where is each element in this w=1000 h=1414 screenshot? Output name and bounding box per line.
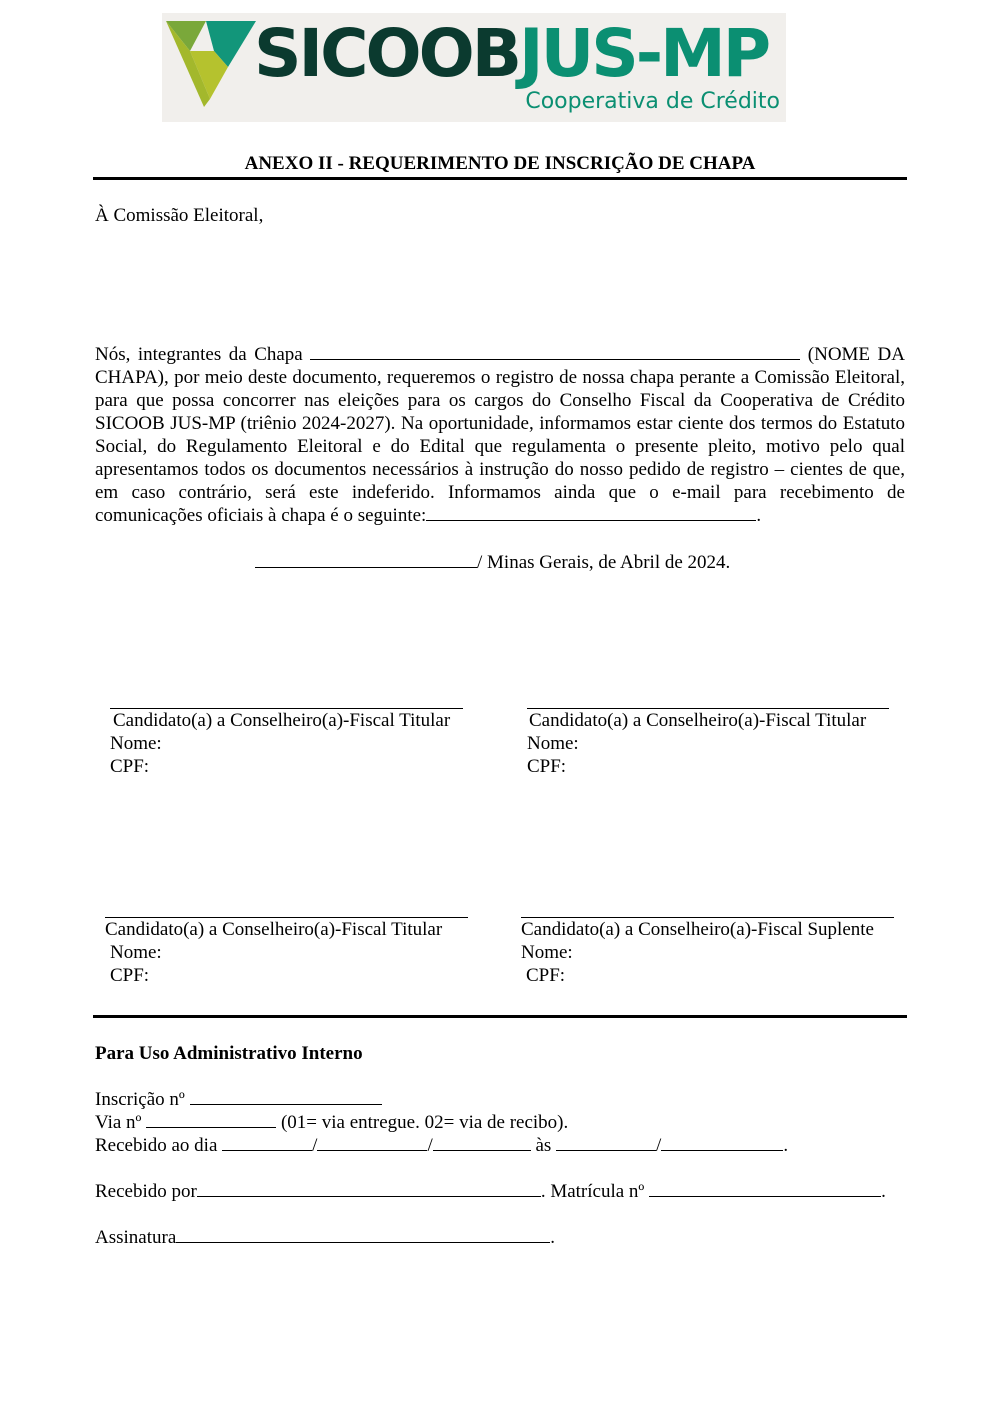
sicoob-logo-mark-icon: [166, 17, 256, 117]
divider: [93, 177, 907, 180]
year-field[interactable]: [433, 1134, 531, 1151]
matricula-field[interactable]: [649, 1180, 881, 1197]
candidate-signature-4: Candidato(a) a Conselheiro(a)-Fiscal Suplente Nome: CPF:: [521, 917, 911, 987]
assinatura-field[interactable]: [176, 1226, 550, 1243]
candidate-signature-1: Candidato(a) a Conselheiro(a)-Fiscal Titular Nome: CPF:: [110, 708, 490, 778]
sicoob-logo: [162, 13, 786, 122]
date-line: / Minas Gerais, de Abril de 2024.: [255, 551, 730, 574]
day-field[interactable]: [222, 1134, 312, 1151]
logo-wordmark: SICOOBJUS-MP: [254, 15, 769, 92]
chapa-name-field[interactable]: [310, 343, 800, 360]
month-field[interactable]: [317, 1134, 427, 1151]
salutation: À Comissão Eleitoral,: [95, 205, 264, 226]
city-field[interactable]: [255, 551, 477, 568]
logo-tagline: Cooperativa de Crédito: [525, 89, 780, 114]
via-field[interactable]: [146, 1111, 276, 1128]
divider: [93, 1015, 907, 1018]
request-paragraph: Nós, integrantes da Chapa (NOME DA CHAPA), por meio deste documento, requeremos o registro de nossa chapa perante a Comissão Eleitoral, para que possa concorrer nas eleições para os cargos do Conselho Fiscal da Cooperativa de Crédito SICOOB JUS-MP (triênio 2024-2027). Na oportunidade, informamos estar ciente dos termos do Estatuto Social, do Regulamento Eleitoral e do Edital que regulamenta o presente pleito, motivo pelo qual apresentamos todos os documentos necessários à instrução do nosso pedido de registro – cientes de que, em caso contrário, será este indeferido. Informamos ainda que o e-mail para recebimento de comunicações oficiais à chapa é o seguinte: .: [95, 344, 905, 526]
inscricao-field[interactable]: [190, 1088, 382, 1105]
minute-field[interactable]: [661, 1134, 783, 1151]
candidate-signature-2: Candidato(a) a Conselheiro(a)-Fiscal Titular Nome: CPF:: [527, 708, 907, 778]
admin-heading: Para Uso Administrativo Interno: [95, 1043, 363, 1064]
email-field[interactable]: [426, 504, 756, 521]
hour-field[interactable]: [556, 1134, 656, 1151]
admin-section: Inscrição nº Via nº (01= via entregue. 02= via de recibo). Recebido ao dia / / às / . Recebido por . Matrícula nº . Assinatura .: [95, 1089, 886, 1248]
recebido-por-field[interactable]: [197, 1180, 541, 1197]
page-title: ANEXO II - REQUERIMENTO DE INSCRIÇÃO DE CHAPA: [244, 153, 756, 174]
candidate-signature-3: Candidato(a) a Conselheiro(a)-Fiscal Titular Nome: CPF:: [105, 917, 495, 987]
